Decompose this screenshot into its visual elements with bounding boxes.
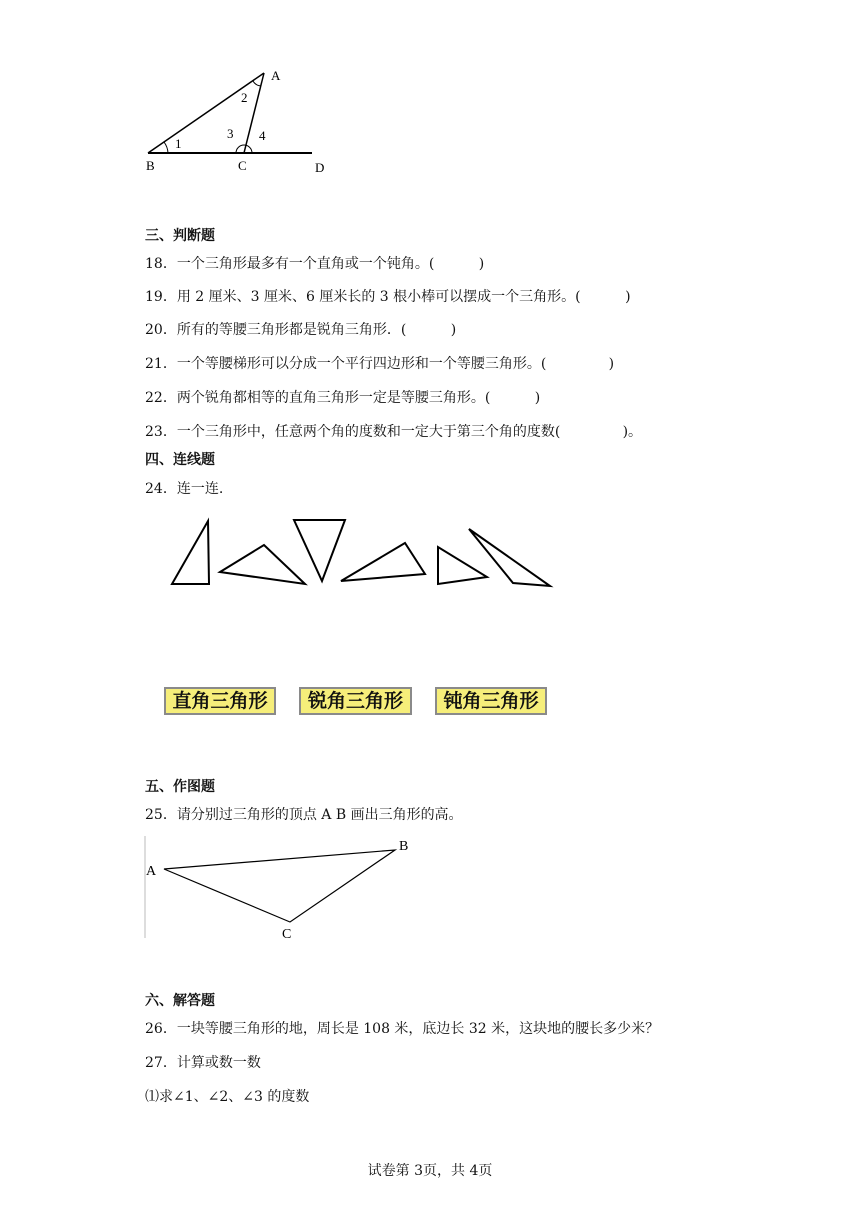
label-b: B	[146, 158, 155, 173]
angle-2-arc	[253, 81, 261, 86]
section-4-title: 四、连线题	[145, 452, 215, 468]
angle-figure	[140, 62, 340, 182]
section-3-title: 三、判断题	[145, 228, 215, 244]
page-footer: 试卷第 3页，共 4页	[367, 1163, 493, 1179]
question-21: 21．一个等腰梯形可以分成一个平行四边形和一个等腰三角形。( )	[145, 356, 615, 372]
label-c: C	[282, 927, 292, 942]
question-23: 23．一个三角形中，任意两个角的度数和一定大于第三个角的度数( )。	[145, 424, 643, 440]
triangle-acute-small	[438, 547, 487, 584]
box-acute-triangle[interactable]: 锐角三角形	[299, 687, 412, 715]
section-5-title: 五、作图题	[145, 779, 215, 795]
question-27: 27．计算或数一数	[145, 1055, 261, 1071]
triangles-figure	[165, 512, 560, 594]
label-d: D	[315, 160, 325, 175]
label-b: B	[399, 839, 409, 854]
label-angle-2: 2	[241, 90, 248, 105]
label-c: C	[238, 158, 247, 173]
question-19: 19．用 2 厘米、3 厘米、6 厘米长的 3 根小棒可以摆成一个三角形。( )	[145, 289, 631, 305]
question-25: 25．请分别过三角形的顶点 A B 画出三角形的高。	[145, 807, 463, 823]
triangle-acute-inverted	[294, 520, 345, 581]
angle-1-arc	[164, 142, 168, 153]
question-24: 24．连一连.	[145, 481, 224, 497]
triangle-abc	[164, 850, 395, 922]
triangle-obtuse-2	[341, 543, 425, 581]
abc-triangle-figure[interactable]	[144, 834, 424, 944]
question-18: 18．一个三角形最多有一个直角或一个钝角。( )	[145, 256, 485, 272]
label-a: A	[146, 864, 157, 879]
question-26: 26．一块等腰三角形的地，周长是 108 米，底边长 32 米，这块地的腰长多少米？	[145, 1021, 660, 1037]
question-27-part-1: ⑴求∠1、∠2、∠3 的度数	[145, 1089, 310, 1105]
box-right-triangle[interactable]: 直角三角形	[164, 687, 276, 715]
question-20: 20．所有的等腰三角形都是锐角三角形．( )	[145, 322, 457, 338]
label-a: A	[271, 68, 281, 83]
section-6-title: 六、解答题	[145, 993, 215, 1009]
triangle-obtuse-1	[220, 545, 305, 584]
question-22: 22．两个锐角都相等的直角三角形一定是等腰三角形。( )	[145, 390, 541, 406]
label-angle-3: 3	[227, 126, 234, 141]
label-angle-4: 4	[259, 128, 266, 143]
label-angle-1: 1	[175, 136, 182, 151]
triangle-right	[172, 521, 209, 584]
box-obtuse-triangle[interactable]: 钝角三角形	[435, 687, 547, 715]
